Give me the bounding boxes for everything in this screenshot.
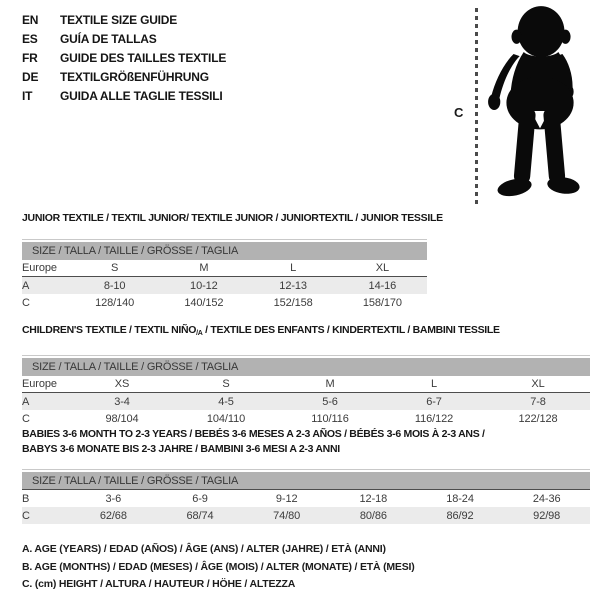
row-label: C xyxy=(22,509,30,522)
table-cell: 9-12 xyxy=(275,492,298,505)
table-cell: 6-7 xyxy=(426,395,442,408)
title-subscript: /A xyxy=(196,330,203,337)
legend-line-c: C. (cm) HEIGHT / ALTURA / HAUTEUR / HÖHE / ALTEZZA xyxy=(22,578,296,590)
babies-section-title-line2: BABYS 3-6 MONATE BIS 2-3 JAHRE / BAMBINI 3-6 MESI A 2-3 ANNI xyxy=(22,443,340,455)
legend-line-b: B. AGE (MONTHS) / EDAD (MESES) / ÂGE (MOIS) / ALTER (MONATE) / ETÀ (MESI) xyxy=(22,560,415,573)
table-cell: 140/152 xyxy=(184,296,224,309)
table-cell: 8-10 xyxy=(103,279,126,292)
table-cell: 3-6 xyxy=(105,492,122,505)
lang-row-es xyxy=(22,32,226,46)
table-cell: 152/158 xyxy=(273,296,313,309)
lang-label: TEXTILGRÖßENFÜHRUNG xyxy=(60,70,209,84)
lang-row-en xyxy=(22,13,226,27)
row-label: Europe xyxy=(22,378,57,390)
table-row-age xyxy=(22,277,427,294)
table-cell: 116/122 xyxy=(414,412,454,425)
table-cell: 68/74 xyxy=(186,509,214,522)
lang-code: EN xyxy=(22,13,39,27)
row-label: A xyxy=(22,279,30,292)
table-cell: 74/80 xyxy=(273,509,301,522)
table-cell: 18-24 xyxy=(446,492,474,505)
babies-section-title-line1: BABIES 3-6 MONTH TO 2-3 YEARS / BEBÉS 3-6 MESES A 2-3 AÑOS / BÉBÉS 3-6 MOIS À 2-3 ANS / xyxy=(22,428,485,440)
table-cell: 6-9 xyxy=(192,492,208,505)
table-cell: M xyxy=(325,378,335,390)
table-cell: 86/92 xyxy=(446,509,474,522)
table-cell: S xyxy=(222,378,230,390)
table-cell: 122/128 xyxy=(518,412,558,425)
table-cell: 10-12 xyxy=(190,279,218,292)
lang-code: IT xyxy=(22,89,33,103)
legend xyxy=(22,541,415,594)
table-cell: 14-16 xyxy=(368,279,397,292)
table-cell: 62/68 xyxy=(99,509,127,522)
lang-code: ES xyxy=(22,32,38,46)
size-header-band: SIZE / TALLA / TAILLE / GRÖSSE / TAGLIA xyxy=(22,242,427,260)
table-cell: L xyxy=(290,262,297,274)
table-cell: 98/104 xyxy=(105,412,139,425)
table-cell: 128/140 xyxy=(95,296,135,309)
lang-row-fr xyxy=(22,51,226,65)
babies-size-table xyxy=(22,469,590,524)
lang-label: GUIDE DES TAILLES TEXTILE xyxy=(60,51,227,65)
table-row-europe xyxy=(22,376,590,393)
table-cell: 5-6 xyxy=(322,395,338,408)
table-cell: 7-8 xyxy=(530,395,546,408)
table-cell: 3-4 xyxy=(114,395,130,408)
junior-size-table xyxy=(22,239,427,311)
table-row-height xyxy=(22,294,427,311)
table-row-age-months xyxy=(22,490,590,507)
baby-figure xyxy=(450,5,598,211)
junior-section-title: JUNIOR TEXTILE / TEXTIL JUNIOR/ TEXTILE JUNIOR / JUNIORTEXTIL / JUNIOR TESSILE xyxy=(22,212,443,224)
baby-silhouette-icon xyxy=(483,5,595,211)
table-cell: 4-5 xyxy=(218,395,234,408)
table-cell: 104/110 xyxy=(206,412,246,425)
table-cell: 24-36 xyxy=(532,492,561,505)
table-cell: XL xyxy=(531,378,545,390)
lang-label: TEXTILE SIZE GUIDE xyxy=(60,13,178,27)
size-header-band: SIZE / TALLA / TAILLE / GRÖSSE / TAGLIA xyxy=(22,358,590,376)
row-label: B xyxy=(22,492,30,505)
height-measure-label: C xyxy=(454,105,464,120)
table-cell: 92/98 xyxy=(533,509,561,522)
table-cell: 12-18 xyxy=(359,492,388,505)
section-babies-textile xyxy=(22,427,590,524)
row-label: C xyxy=(22,296,30,309)
lang-label: GUIDA ALLE TAGLIE TESSILI xyxy=(60,89,223,103)
section-junior-textile xyxy=(22,211,443,311)
row-label: C xyxy=(22,412,30,425)
table-cell: 12-13 xyxy=(279,279,307,292)
lang-row-de xyxy=(22,70,226,84)
table-row-height xyxy=(22,507,590,524)
lang-code: DE xyxy=(22,70,39,84)
children-size-table xyxy=(22,355,590,427)
table-cell: XS xyxy=(114,378,130,390)
children-section-title: CHILDREN'S TEXTILE / TEXTIL $NIÑO_{/A}$ / TEXTILE DES ENFANTS / KINDERTEXTIL / BAMBINI TESSILE xyxy=(22,324,500,337)
size-header-band: SIZE / TALLA / TAILLE / GRÖSSE / TAGLIA xyxy=(22,472,590,490)
table-cell: L xyxy=(430,378,438,390)
row-label: A xyxy=(22,395,30,408)
section-children-textile xyxy=(22,323,590,427)
lang-label: GUÍA DE TALLAS xyxy=(60,32,157,46)
table-cell: 158/170 xyxy=(362,296,402,309)
lang-code: FR xyxy=(22,51,38,65)
legend-line-a: A. AGE (YEARS) / EDAD (AÑOS) / ÂGE (ANS) / ALTER (JAHRE) / ETÀ (ANNI) xyxy=(22,543,386,555)
table-cell: 80/86 xyxy=(359,509,387,522)
table-row-europe xyxy=(22,260,427,277)
table-cell: M xyxy=(199,262,209,274)
table-cell: 110/116 xyxy=(311,412,349,425)
table-cell: XL xyxy=(375,262,389,274)
lang-row-it xyxy=(22,89,226,103)
table-row-age xyxy=(22,393,590,410)
row-label: Europe xyxy=(22,262,57,274)
height-measure-dotted-line xyxy=(475,8,478,208)
table-row-height xyxy=(22,410,590,427)
language-list xyxy=(22,13,226,108)
table-cell: S xyxy=(111,262,119,274)
